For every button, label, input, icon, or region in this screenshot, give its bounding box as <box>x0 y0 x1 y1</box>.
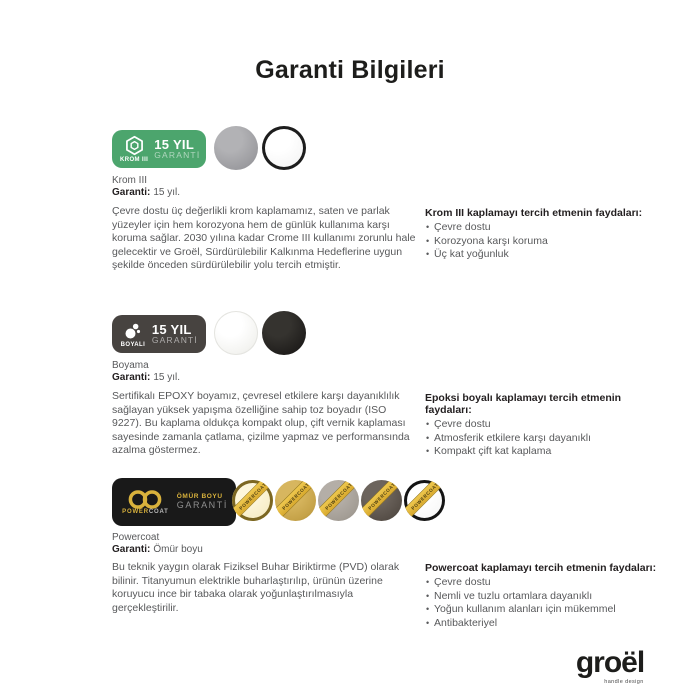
page-title: Garanti Bilgileri <box>255 56 445 84</box>
krom-warranty-value: 15 yıl. <box>153 187 181 198</box>
brand-logo-wordmark: groël <box>575 646 645 679</box>
krom-finish-name: Krom III <box>112 175 148 186</box>
boyali-badge-text <box>152 323 198 346</box>
brand-logo <box>560 648 660 685</box>
krom-badge-label: KROM III <box>120 157 149 163</box>
krom-description: Çevre dostu üç değerlikli krom kaplamamız, saten ve parlak yüzeyler için hem korozyona hem de günlük kullanıma karşı koruma sağlar. 2030 yılına kadar Crome III kullanımı zorunlu hale gelecektir ve Groël, Sürdürülebilir Kalkınma Hedeflerine uygun şekilde önceden sürdürülebilir yolu tercih etmiştir. <box>112 205 416 271</box>
infinity-icon <box>125 490 165 509</box>
krom-benefits-list <box>425 221 670 262</box>
finish-swatch-beyaz <box>214 311 258 355</box>
benefit-item: • Nemli ve tuzlu ortamlara dayanıklı <box>425 590 670 604</box>
boyali-warranty-label: Garanti: <box>112 372 151 383</box>
brand-logo-tagline: handle design <box>604 679 644 685</box>
finish-swatch-parlak-krom <box>262 126 306 170</box>
krom-badge-icon-block <box>120 135 148 163</box>
benefit-item: • Yoğun kullanım alanları için mükemmel <box>425 603 670 617</box>
krom-swatches <box>214 126 310 170</box>
powercoat-warranty-value: Ömür boyu <box>153 544 203 555</box>
benefit-item: • Korozyona karşı koruma <box>425 235 670 249</box>
krom-benefits-title: Krom III kaplamayı tercih etmenin faydaları: <box>425 207 643 219</box>
finish-swatch-mat-altin <box>275 480 316 521</box>
powercoat-benefits <box>425 562 670 630</box>
boyali-badge-years: 15 YIL <box>151 321 192 337</box>
krom-badge-text <box>154 138 200 161</box>
krom-warranty-badge <box>112 130 206 168</box>
benefit-item: • Çevre dostu <box>425 576 670 590</box>
boyali-badge-label: BOYALI <box>120 341 146 348</box>
powercoat-badge-duration: ÖMÜR BOYU <box>176 492 223 500</box>
benefit-item: • Çevre dostu <box>425 418 670 432</box>
boyali-warranty-value: 15 yıl. <box>153 372 181 383</box>
finish-swatch-saten-krom <box>214 126 258 170</box>
krom-warranty-line <box>112 187 180 198</box>
powercoat-ribbon: POWERCOAT <box>275 480 316 521</box>
boyali-warranty-line <box>112 372 180 383</box>
powercoat-brand-label: POWERCOAT <box>122 508 169 515</box>
boyali-swatches <box>214 311 310 355</box>
finish-swatch-bronz <box>361 480 402 521</box>
benefit-item: • Üç kat yoğunluk <box>425 248 670 262</box>
powercoat-warranty-line <box>112 544 203 555</box>
powercoat-description: Bu teknik yaygın olarak Fiziksel Buhar Biriktirme (PVD) olarak bilinir. Titanyumun elektrikle buharlaştırılıp, ürünün üzerine koruyucu ince bir tabaka olarak yoğunlaştırılmasıyla gerçekleştirilir. <box>112 561 400 614</box>
powercoat-ribbon: POWERCOAT <box>361 480 402 521</box>
powercoat-swatches <box>232 480 447 521</box>
krom-badge-garanti: GARANTİ <box>154 150 201 161</box>
boyali-badge-icon-block <box>120 321 146 348</box>
benefit-item: • Atmosferik etkilere karşı dayanıklı <box>425 432 670 446</box>
finish-swatch-parlak-altin <box>232 480 273 521</box>
hex-nut-icon <box>124 135 145 156</box>
krom-badge-years: 15 YIL <box>154 136 195 152</box>
krom-warranty-label: Garanti: <box>112 187 151 198</box>
powercoat-warranty-label: Garanti: <box>112 544 151 555</box>
boyali-finish-name: Boyama <box>112 360 149 371</box>
finish-swatch-parlak-krom <box>404 480 445 521</box>
krom-benefits <box>425 207 670 262</box>
benefit-item: • Kompakt çift kat kaplama <box>425 445 670 459</box>
powercoat-ribbon: POWERCOAT <box>232 480 273 521</box>
paint-splash-icon <box>123 321 143 341</box>
finish-swatch-mat-nikel <box>318 480 359 521</box>
benefit-item: • Çevre dostu <box>425 221 670 235</box>
boyali-description: Sertifikalı EPOXY boyamız, çevresel etkilere karşı dayanıklılık sağlayan yüksek yapışma özelliğine sahip toz boyadır (ISO 9227). Bu kaplama oldukça kompakt olup, çift vernik kaplaması sayesinde zamanla çatlama, çizilme yapmaz ve performansında azalma göstermez. <box>112 390 410 456</box>
boyali-benefits <box>425 392 670 459</box>
powercoat-ribbon: POWERCOAT <box>318 480 359 521</box>
powercoat-finish-name: Powercoat <box>112 532 160 543</box>
boyali-benefits-list <box>425 418 670 459</box>
powercoat-ribbon: POWERCOAT <box>404 480 445 521</box>
powercoat-benefits-list <box>425 576 670 630</box>
finish-swatch-siyah <box>262 311 306 355</box>
boyali-benefits-title: Epoksi boyalı kaplamayı tercih etmenin faydaları: <box>425 392 622 416</box>
boyali-badge-garanti: GARANTİ <box>151 335 198 346</box>
powercoat-warranty-badge <box>112 478 236 526</box>
powercoat-badge-text <box>177 494 228 510</box>
powercoat-benefits-title: Powercoat kaplamayı tercih etmenin faydaları: <box>425 562 657 574</box>
benefit-item: • Antibakteriyel <box>425 617 670 631</box>
powercoat-badge-icon-block <box>120 490 171 515</box>
boyali-warranty-badge <box>112 315 206 353</box>
powercoat-badge-garanti: GARANTİ <box>176 499 228 510</box>
